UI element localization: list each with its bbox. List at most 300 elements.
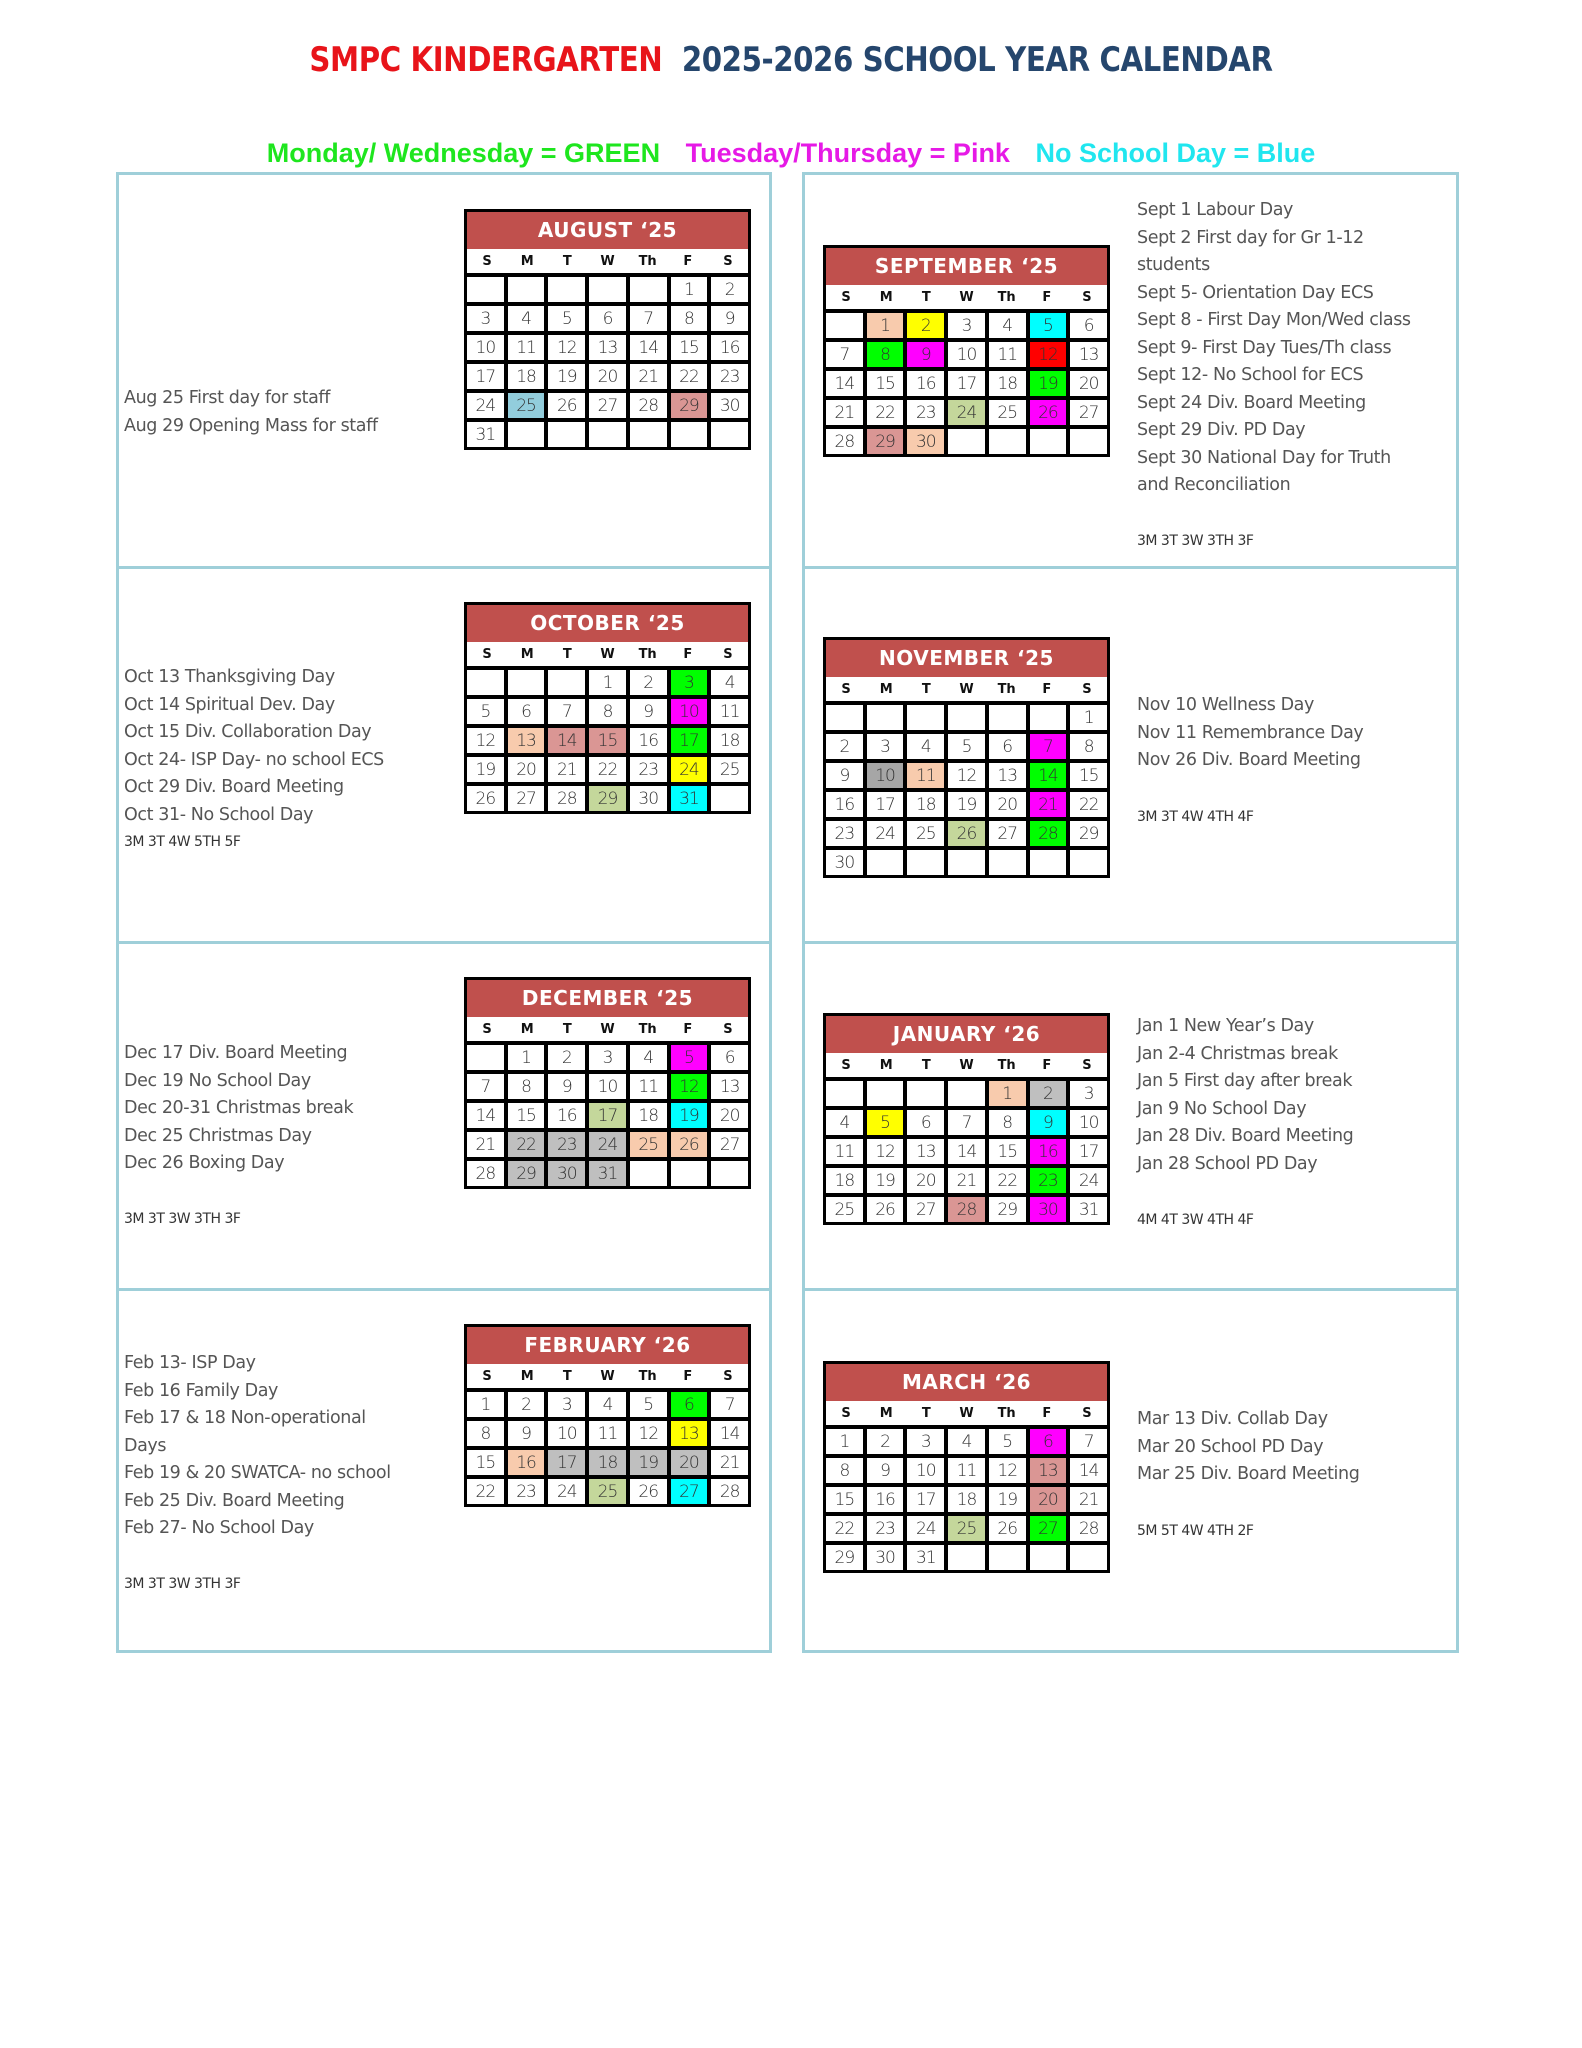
weekday-label: T: [562, 647, 572, 662]
day-cell: 3: [867, 734, 904, 759]
day-cell: 21: [548, 757, 585, 782]
event-note: Sept 24 Div. Board Meeting: [1137, 392, 1366, 413]
empty-day-cell: [671, 1161, 708, 1186]
day-cell: 18: [711, 728, 748, 753]
notes-november: [1137, 692, 1363, 775]
empty-day-cell: [989, 429, 1026, 454]
day-cell: 28: [467, 1161, 504, 1186]
day-cell: 27: [1030, 1516, 1067, 1541]
event-note: Jan 1 New Year’s Day: [1137, 1016, 1314, 1036]
weekday-label: W: [959, 1058, 974, 1073]
day-cell: 3: [948, 313, 985, 338]
weekday-label: F: [1042, 290, 1052, 305]
day-cell: 6: [907, 1110, 944, 1135]
day-cell: 25: [711, 757, 748, 782]
day-cell: 22: [671, 364, 708, 389]
notes-august: [124, 385, 378, 440]
weekday-label: M: [879, 290, 893, 305]
color-legend: [0, 138, 1582, 169]
day-cell: 30: [907, 429, 944, 454]
day-cell: 10: [589, 1074, 626, 1099]
event-note: Jan 5 First day after break: [1137, 1071, 1353, 1091]
empty-day-cell: [548, 422, 585, 447]
event-note: Sept 29 Div. PD Day: [1137, 420, 1306, 440]
empty-day-cell: [589, 422, 626, 447]
day-cell: 14: [1030, 763, 1067, 788]
day-cell: 12: [671, 1074, 708, 1099]
day-cell: 27: [711, 1132, 748, 1157]
day-cell: 3: [1070, 1081, 1107, 1106]
weekday-label: F: [1042, 1406, 1052, 1421]
day-cell: 24: [867, 821, 904, 846]
empty-day-cell: [548, 277, 585, 302]
day-cell: 14: [948, 1139, 985, 1164]
empty-day-cell: [589, 277, 626, 302]
day-cell: 9: [1030, 1110, 1067, 1135]
day-cell: 19: [671, 1103, 708, 1128]
day-cell: 22: [589, 757, 626, 782]
notes-january: [1137, 1013, 1353, 1178]
day-cell: 23: [630, 757, 667, 782]
day-grid: [826, 1425, 1107, 1570]
weekday-label: M: [520, 254, 534, 269]
weekday-label: M: [879, 682, 893, 697]
empty-day-cell: [948, 1081, 985, 1106]
day-cell: 9: [907, 342, 944, 367]
day-cell: 27: [589, 393, 626, 418]
day-cell: 14: [826, 371, 863, 396]
event-note: Oct 29 Div. Board Meeting: [124, 777, 344, 797]
weekday-header-row: [826, 1053, 1107, 1077]
title-school-name: SMPC KINDERGARTEN: [309, 40, 663, 80]
day-cell: 17: [589, 1103, 626, 1128]
day-cell: 28: [1030, 821, 1067, 846]
divider: [116, 566, 772, 569]
weekday-label: W: [959, 290, 974, 305]
day-cell: 4: [508, 306, 545, 331]
day-cell: 26: [1030, 400, 1067, 425]
day-cell: 2: [907, 313, 944, 338]
day-cell: 12: [989, 1458, 1026, 1483]
empty-day-cell: [711, 786, 748, 811]
day-cell: 15: [508, 1103, 545, 1128]
day-cell: 25: [948, 1516, 985, 1541]
weekday-label: Th: [997, 1406, 1016, 1421]
day-cell: 11: [508, 335, 545, 360]
weekday-header-row: [467, 642, 748, 666]
day-cell: 10: [467, 335, 504, 360]
day-cell: 11: [711, 699, 748, 724]
day-cell: 24: [589, 1132, 626, 1157]
day-cell: 25: [826, 1197, 863, 1222]
day-cell: 6: [671, 1392, 708, 1417]
empty-day-cell: [948, 429, 985, 454]
day-cell: 5: [948, 734, 985, 759]
day-cell: 13: [1030, 1458, 1067, 1483]
weekday-label: S: [841, 1058, 851, 1073]
weekday-label: Th: [997, 290, 1016, 305]
day-cell: 8: [467, 1421, 504, 1446]
weekday-label: S: [723, 647, 733, 662]
calendar-march: [823, 1361, 1110, 1573]
event-note: Sept 1 Labour Day: [1137, 200, 1293, 220]
day-cell: 25: [907, 821, 944, 846]
day-cell: 19: [548, 364, 585, 389]
day-cell: 29: [508, 1161, 545, 1186]
day-cell: 11: [589, 1421, 626, 1446]
empty-day-cell: [826, 1081, 863, 1106]
event-note: Oct 31- No School Day: [124, 804, 314, 825]
summary-march: 5M 5T 4W 4TH 2F: [1137, 1523, 1254, 1539]
day-cell: 5: [989, 1429, 1026, 1454]
day-cell: 12: [548, 335, 585, 360]
day-cell: 17: [1070, 1139, 1107, 1164]
day-cell: 31: [671, 786, 708, 811]
day-cell: 16: [907, 371, 944, 396]
summary-september: 3M 3T 3W 3TH 3F: [1137, 533, 1254, 549]
empty-day-cell: [508, 670, 545, 695]
day-cell: 16: [826, 792, 863, 817]
day-cell: 5: [867, 1110, 904, 1135]
weekday-label: S: [1082, 682, 1092, 697]
weekday-label: T: [562, 254, 572, 269]
day-cell: 19: [867, 1168, 904, 1193]
day-cell: 15: [1070, 763, 1107, 788]
weekday-label: F: [683, 254, 693, 269]
day-cell: 29: [671, 393, 708, 418]
day-cell: 23: [867, 1516, 904, 1541]
weekday-label: T: [562, 1022, 572, 1037]
day-cell: 11: [826, 1139, 863, 1164]
empty-day-cell: [630, 422, 667, 447]
empty-day-cell: [1030, 1545, 1067, 1570]
day-cell: 21: [467, 1132, 504, 1157]
summary-december: 3M 3T 3W 3TH 3F: [124, 1211, 241, 1227]
weekday-label: T: [921, 1406, 931, 1421]
day-cell: 20: [989, 792, 1026, 817]
day-cell: 18: [948, 1487, 985, 1512]
day-cell: 29: [989, 1197, 1026, 1222]
day-cell: 29: [867, 429, 904, 454]
day-cell: 25: [508, 393, 545, 418]
event-note: Sept 8 - First Day Mon/Wed class: [1137, 310, 1411, 330]
day-cell: 15: [467, 1450, 504, 1475]
day-cell: 3: [467, 306, 504, 331]
day-cell: 23: [826, 821, 863, 846]
day-cell: 28: [630, 393, 667, 418]
day-cell: 31: [1070, 1197, 1107, 1222]
day-cell: 24: [467, 393, 504, 418]
day-cell: 4: [948, 1429, 985, 1454]
legend-item-tue-thu: Tuesday/Thursday = Pink: [685, 138, 1010, 168]
weekday-label: S: [723, 1022, 733, 1037]
day-cell: 4: [711, 670, 748, 695]
event-note: Jan 28 Div. Board Meeting: [1137, 1126, 1354, 1146]
empty-day-cell: [1030, 850, 1067, 875]
day-cell: 15: [867, 371, 904, 396]
event-note: Aug 29 Opening Mass for staff: [124, 415, 378, 436]
calendar-february: [464, 1324, 751, 1507]
event-note: Nov 10 Wellness Day: [1137, 695, 1314, 715]
day-cell: 29: [1070, 821, 1107, 846]
calendar-september: [823, 245, 1110, 457]
weekday-label: T: [921, 682, 931, 697]
event-note: Sept 9- First Day Tues/Th class: [1137, 337, 1392, 358]
day-cell: 2: [867, 1429, 904, 1454]
event-note: Mar 13 Div. Collab Day: [1137, 1409, 1328, 1429]
day-cell: 26: [867, 1197, 904, 1222]
day-cell: 30: [826, 850, 863, 875]
day-cell: 6: [508, 699, 545, 724]
weekday-header-row: [467, 1017, 748, 1041]
day-cell: 28: [1070, 1516, 1107, 1541]
page-title: [111, 40, 1472, 80]
day-cell: 23: [508, 1479, 545, 1504]
day-cell: 9: [508, 1421, 545, 1446]
weekday-label: W: [600, 254, 615, 269]
event-note: Nov 26 Div. Board Meeting: [1137, 750, 1361, 770]
day-cell: 13: [589, 335, 626, 360]
empty-day-cell: [711, 1161, 748, 1186]
weekday-label: W: [959, 682, 974, 697]
weekday-header-row: [467, 1364, 748, 1388]
day-cell: 31: [467, 422, 504, 447]
day-cell: 27: [671, 1479, 708, 1504]
day-cell: 19: [467, 757, 504, 782]
empty-day-cell: [1030, 429, 1067, 454]
weekday-header-row: [826, 677, 1107, 701]
day-cell: 12: [630, 1421, 667, 1446]
calendar-january: [823, 1013, 1110, 1225]
day-cell: 21: [711, 1450, 748, 1475]
day-cell: 21: [630, 364, 667, 389]
day-cell: 26: [671, 1132, 708, 1157]
weekday-label: M: [520, 1022, 534, 1037]
event-note: Sept 30 National Day for Truth: [1137, 447, 1391, 468]
day-cell: 17: [671, 728, 708, 753]
day-cell: 21: [948, 1168, 985, 1193]
weekday-label: F: [683, 647, 693, 662]
day-cell: 2: [508, 1392, 545, 1417]
day-cell: 20: [1070, 371, 1107, 396]
weekday-label: F: [683, 1022, 693, 1037]
weekday-label: Th: [638, 254, 657, 269]
day-grid: [467, 273, 748, 447]
day-cell: 18: [989, 371, 1026, 396]
day-cell: 1: [508, 1045, 545, 1070]
day-cell: 22: [467, 1479, 504, 1504]
day-cell: 10: [1070, 1110, 1107, 1135]
day-grid: [826, 701, 1107, 875]
day-cell: 14: [467, 1103, 504, 1128]
day-cell: 16: [711, 335, 748, 360]
empty-day-cell: [1030, 705, 1067, 730]
day-cell: 6: [1030, 1429, 1067, 1454]
weekday-label: W: [959, 1406, 974, 1421]
weekday-label: W: [600, 647, 615, 662]
day-cell: 24: [671, 757, 708, 782]
day-cell: 9: [711, 306, 748, 331]
empty-day-cell: [948, 705, 985, 730]
day-cell: 1: [867, 313, 904, 338]
legend-item-mon-wed: Monday/ Wednesday = GREEN: [266, 138, 661, 168]
day-cell: 22: [826, 1516, 863, 1541]
day-cell: 1: [989, 1081, 1026, 1106]
day-cell: 5: [548, 306, 585, 331]
day-cell: 30: [548, 1161, 585, 1186]
empty-day-cell: [711, 422, 748, 447]
day-cell: 8: [671, 306, 708, 331]
event-note: Sept 12- No School for ECS: [1137, 365, 1364, 385]
day-cell: 21: [1030, 792, 1067, 817]
calendar-december: [464, 977, 751, 1189]
empty-day-cell: [467, 670, 504, 695]
calendar-november: [823, 637, 1110, 878]
event-note: Dec 19 No School Day: [124, 1070, 311, 1091]
event-note: Dec 25 Christmas Day: [124, 1125, 312, 1146]
day-cell: 14: [1070, 1458, 1107, 1483]
day-grid: [826, 309, 1107, 454]
day-cell: 24: [548, 1479, 585, 1504]
day-cell: 7: [1030, 734, 1067, 759]
empty-day-cell: [867, 705, 904, 730]
weekday-label: T: [921, 1058, 931, 1073]
empty-day-cell: [671, 422, 708, 447]
divider: [802, 566, 1459, 569]
weekday-label: S: [723, 254, 733, 269]
day-cell: 30: [1030, 1197, 1067, 1222]
empty-day-cell: [630, 1161, 667, 1186]
day-cell: 4: [630, 1045, 667, 1070]
weekday-label: S: [841, 1406, 851, 1421]
day-cell: 23: [711, 364, 748, 389]
weekday-header-row: [826, 1401, 1107, 1425]
empty-day-cell: [826, 705, 863, 730]
day-cell: 13: [907, 1139, 944, 1164]
day-cell: 27: [989, 821, 1026, 846]
day-cell: 24: [907, 1516, 944, 1541]
day-cell: 2: [1030, 1081, 1067, 1106]
day-grid: [467, 1388, 748, 1504]
day-cell: 11: [989, 342, 1026, 367]
day-cell: 13: [508, 728, 545, 753]
empty-day-cell: [467, 1045, 504, 1070]
event-note: students: [1137, 255, 1210, 275]
divider: [802, 941, 1459, 944]
day-cell: 20: [508, 757, 545, 782]
empty-day-cell: [508, 422, 545, 447]
weekday-label: M: [520, 647, 534, 662]
day-cell: 19: [989, 1487, 1026, 1512]
day-cell: 15: [671, 335, 708, 360]
weekday-label: S: [841, 682, 851, 697]
event-note: Feb 17 & 18 Non-operational: [124, 1408, 366, 1428]
day-cell: 25: [989, 400, 1026, 425]
empty-day-cell: [867, 850, 904, 875]
empty-day-cell: [548, 670, 585, 695]
day-cell: 7: [467, 1074, 504, 1099]
day-cell: 13: [1070, 342, 1107, 367]
calendar-october: [464, 602, 751, 814]
day-cell: 3: [907, 1429, 944, 1454]
day-cell: 4: [989, 313, 1026, 338]
day-cell: 3: [548, 1392, 585, 1417]
empty-day-cell: [826, 313, 863, 338]
day-cell: 27: [1070, 400, 1107, 425]
notes-march: [1137, 1406, 1359, 1489]
divider: [116, 1288, 772, 1291]
weekday-label: F: [683, 1369, 693, 1384]
weekday-label: F: [1042, 682, 1052, 697]
day-cell: 19: [948, 792, 985, 817]
day-cell: 5: [630, 1392, 667, 1417]
empty-day-cell: [867, 1081, 904, 1106]
day-cell: 8: [1070, 734, 1107, 759]
day-cell: 5: [1030, 313, 1067, 338]
day-cell: 17: [867, 792, 904, 817]
weekday-label: S: [841, 290, 851, 305]
day-cell: 1: [826, 1429, 863, 1454]
month-title: OCTOBER ‘25: [467, 605, 748, 642]
day-cell: 6: [589, 306, 626, 331]
event-note: Jan 2-4 Christmas break: [1137, 1043, 1338, 1064]
day-cell: 3: [671, 670, 708, 695]
event-note: Oct 24- ISP Day- no school ECS: [124, 749, 384, 770]
event-note: Days: [124, 1435, 167, 1456]
day-cell: 11: [907, 763, 944, 788]
event-note: Dec 20-31 Christmas break: [124, 1098, 354, 1118]
event-note: Aug 25 First day for staff: [124, 388, 330, 408]
day-cell: 26: [548, 393, 585, 418]
day-cell: 16: [1030, 1139, 1067, 1164]
day-cell: 27: [508, 786, 545, 811]
weekday-label: S: [482, 254, 492, 269]
weekday-header-row: [467, 249, 748, 273]
day-cell: 10: [867, 763, 904, 788]
day-cell: 13: [671, 1421, 708, 1446]
event-note: Jan 9 No School Day: [1137, 1098, 1307, 1119]
day-cell: 30: [867, 1545, 904, 1570]
day-cell: 23: [1030, 1168, 1067, 1193]
day-cell: 16: [548, 1103, 585, 1128]
day-cell: 13: [989, 763, 1026, 788]
day-cell: 18: [826, 1168, 863, 1193]
event-note: Mar 20 School PD Day: [1137, 1436, 1324, 1457]
day-cell: 5: [671, 1045, 708, 1070]
event-note: Feb 25 Div. Board Meeting: [124, 1490, 345, 1511]
calendar-august: [464, 209, 751, 450]
event-note: Feb 27- No School Day: [124, 1518, 314, 1538]
day-cell: 12: [467, 728, 504, 753]
event-note: Oct 15 Div. Collaboration Day: [124, 722, 372, 742]
day-cell: 20: [671, 1450, 708, 1475]
event-note: Feb 16 Family Day: [124, 1380, 279, 1401]
day-cell: 1: [467, 1392, 504, 1417]
day-cell: 15: [826, 1487, 863, 1512]
day-cell: 17: [907, 1487, 944, 1512]
month-title: JANUARY ‘26: [826, 1016, 1107, 1053]
event-note: Oct 14 Spiritual Dev. Day: [124, 694, 335, 715]
notes-september: [1137, 197, 1411, 500]
summary-october: 3M 3T 4W 5TH 5F: [124, 834, 241, 850]
title-school-year: 2025-2026 SCHOOL YEAR CALENDAR: [681, 40, 1273, 80]
month-title: MARCH ‘26: [826, 1364, 1107, 1401]
day-cell: 13: [711, 1074, 748, 1099]
day-cell: 25: [630, 1132, 667, 1157]
weekday-label: T: [921, 290, 931, 305]
weekday-label: W: [600, 1022, 615, 1037]
day-cell: 28: [711, 1479, 748, 1504]
